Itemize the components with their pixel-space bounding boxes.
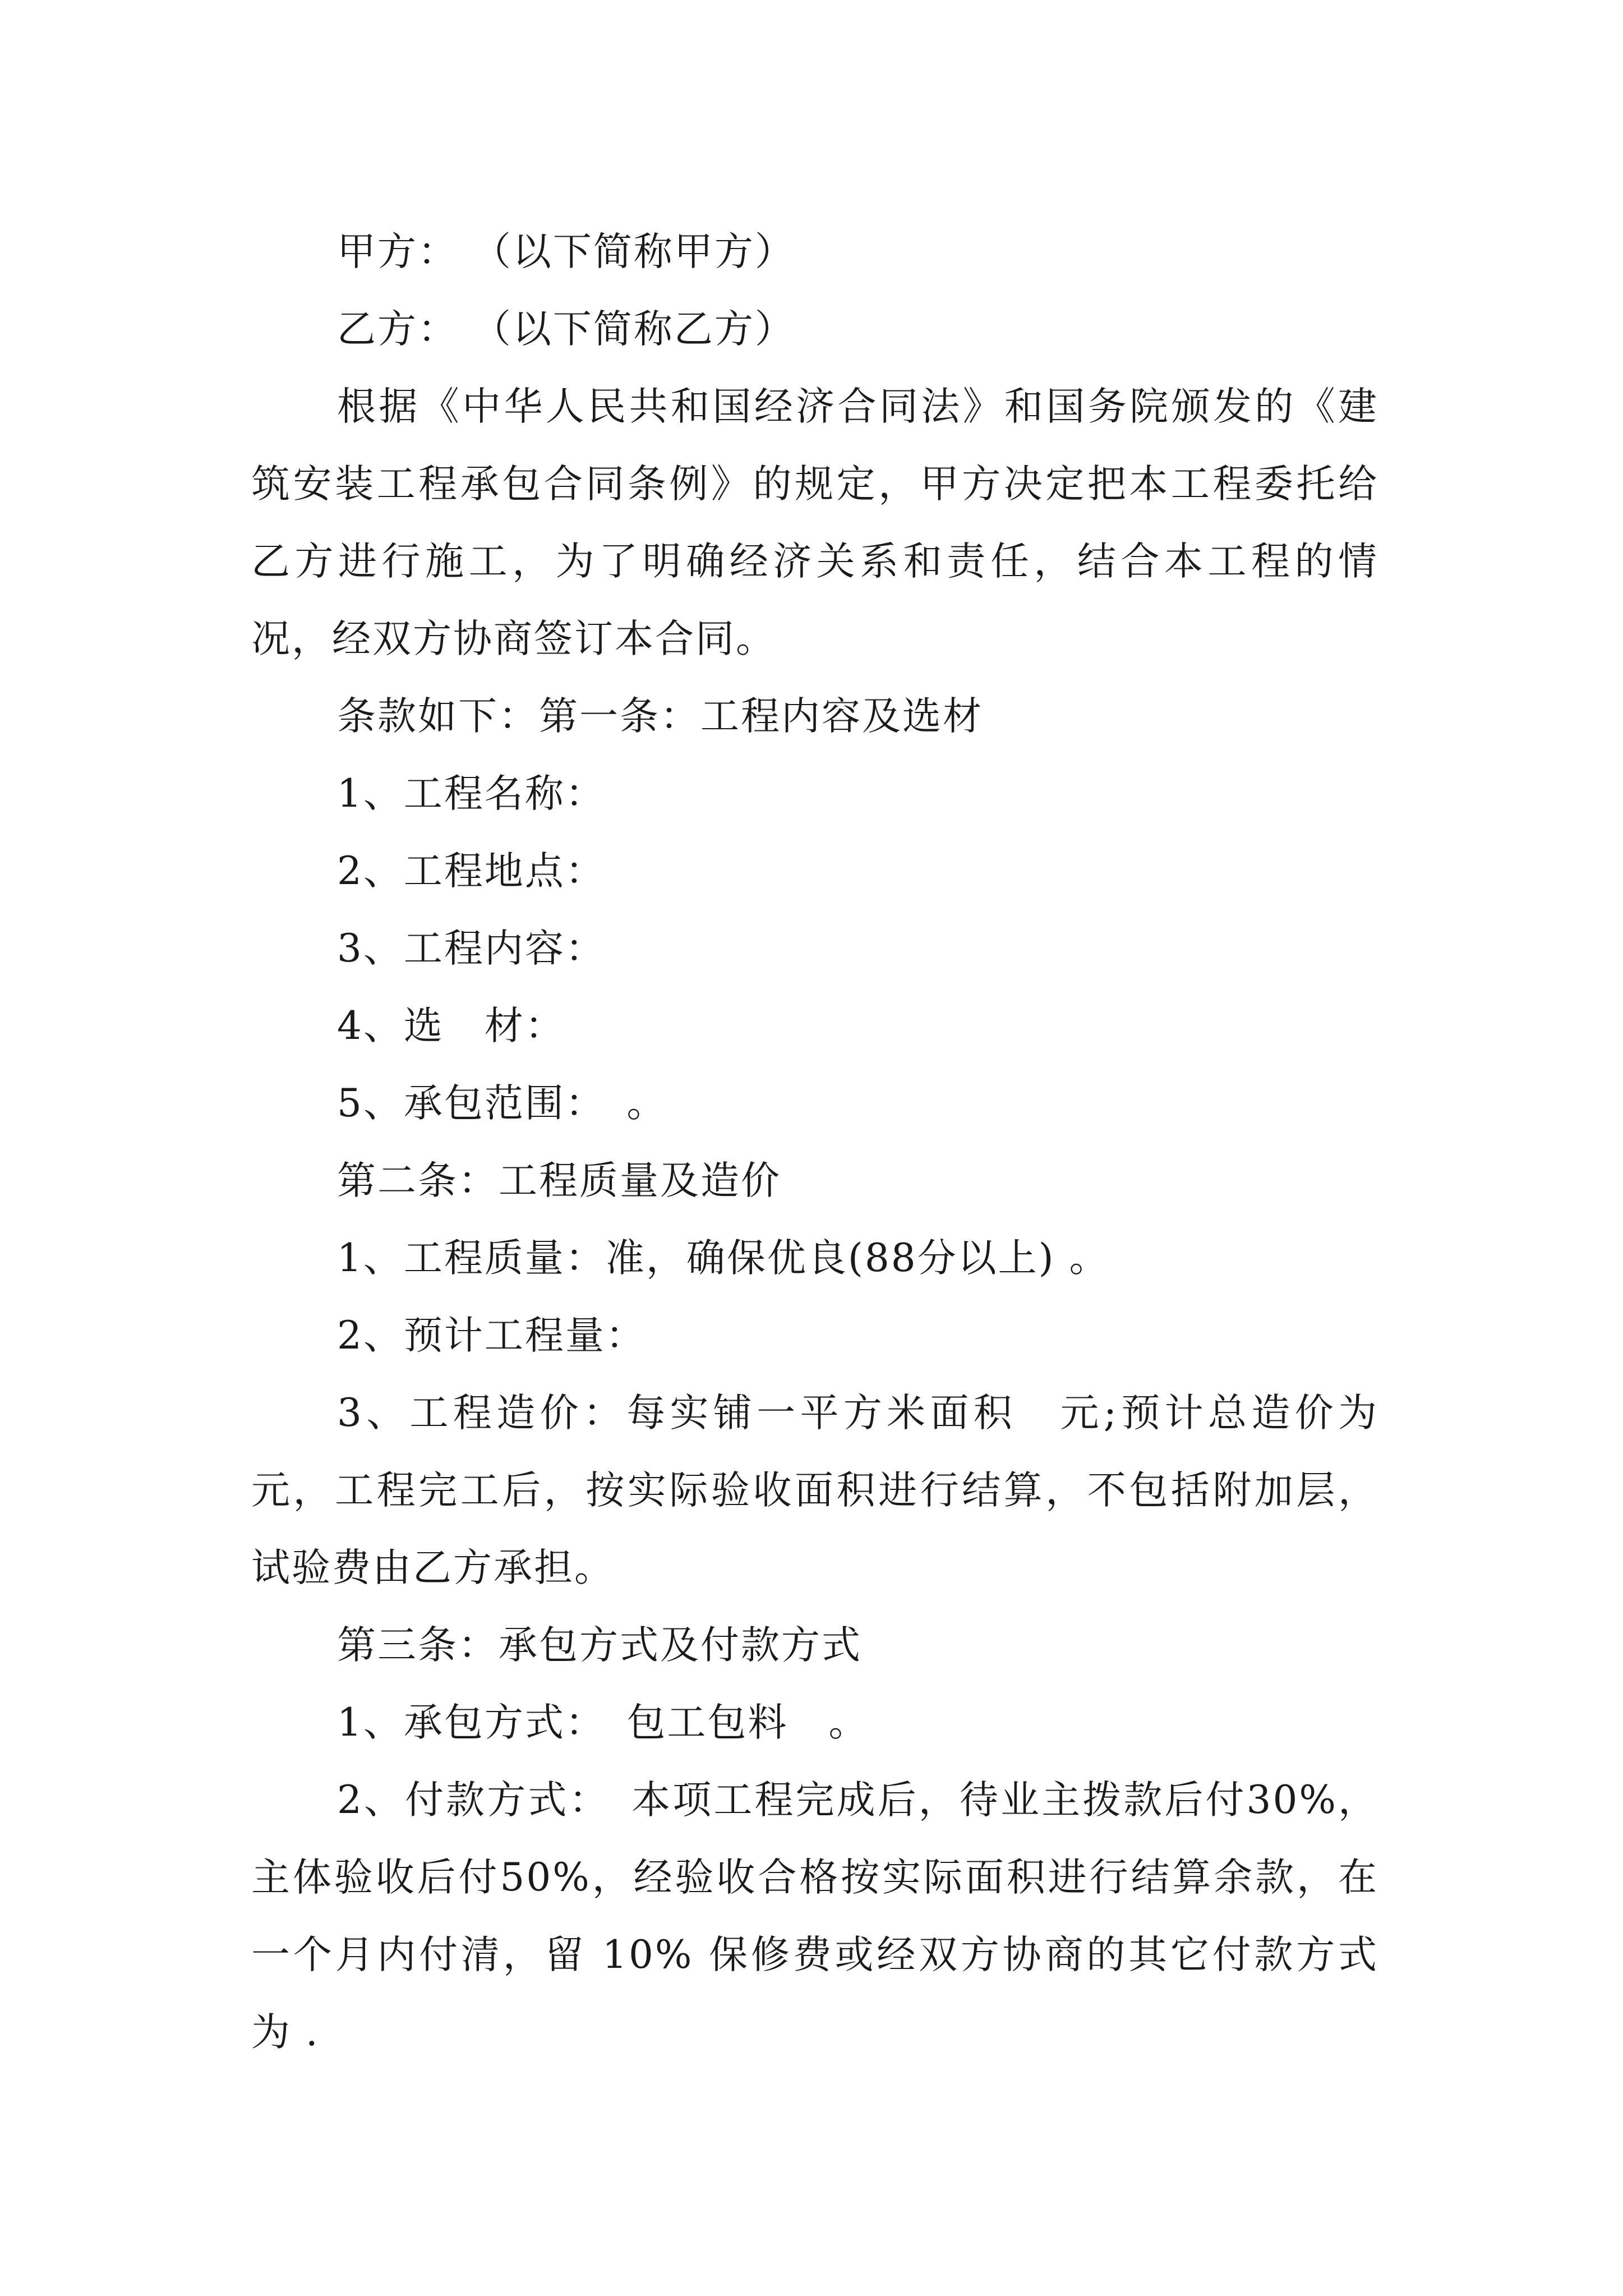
preamble-paragraph: 根据《中华人民共和国经济合同法》和国务院颁发的《建筑安装工程承包合同条例》的规定，甲方决定把本工程委托给乙方进行施工，为了明确经济关系和责任，结合本工程的情况，经双方协商签订本合同。 (251, 384, 1378, 661)
project-content-line: 3、工程内容： (337, 926, 606, 971)
article-two-heading: 第二条：工程质量及造价 (337, 1158, 781, 1203)
project-quality-line: 1、工程质量：准，确保优良(88分以上) 。 (337, 1236, 1110, 1281)
material-selection-line: 4、选 材： (337, 1004, 565, 1048)
estimated-quantity-line: 2、预计工程量： (337, 1313, 646, 1358)
article-one-heading: 条款如下：第一条：工程内容及选材 (337, 694, 983, 739)
contract-method-line: 1、承包方式： 包工包料 。 (337, 1700, 869, 1745)
project-name-line: 1、工程名称： (337, 771, 606, 816)
contract-body (251, 213, 1378, 2071)
party-a-line: 甲方： （以下简称甲方） (337, 229, 795, 274)
payment-method-paragraph: 2、付款方式： 本项工程完成后，待业主拨款后付30%，主体验收后付50%，经验收合格按实际面积进行结算余款，在一个月内付清，留 10% 保修费或经双方协商的其它付款方式为 . (251, 1778, 1378, 2055)
project-cost-paragraph: 3、工程造价：每实铺一平方米面积 元;预计总造价为元，工程完工后，按实际验收面积进行结算，不包括附加层，试验费由乙方承担。 (251, 1391, 1378, 1590)
party-b-line: 乙方： （以下简称乙方） (337, 307, 795, 352)
contract-scope-line: 5、承包范围： 。 (337, 1081, 667, 1126)
article-three-heading: 第三条：承包方式及付款方式 (337, 1623, 862, 1668)
project-location-line: 2、工程地点： (337, 849, 606, 894)
